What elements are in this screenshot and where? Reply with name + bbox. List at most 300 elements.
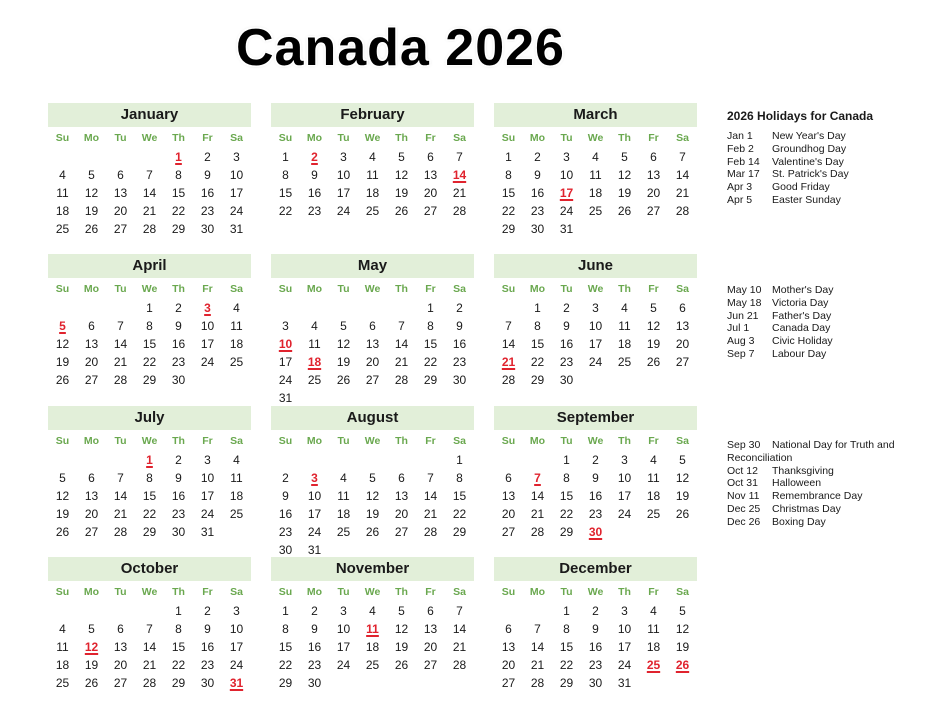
holiday-date-label: Feb 14 — [727, 155, 760, 168]
day-cell: 23 — [307, 204, 322, 218]
day-cell: 17 — [336, 640, 351, 654]
day-cell: 16 — [307, 186, 322, 200]
month-name: August — [271, 406, 474, 430]
day-cell: 16 — [588, 489, 603, 503]
weekday-label: Mo — [306, 435, 323, 447]
day-cell: 3 — [563, 150, 570, 164]
weekday-label: Tu — [337, 283, 350, 295]
day-cell: 23 — [559, 355, 574, 369]
month-april — [48, 254, 251, 389]
holiday-date-label: Jun 21 — [727, 309, 759, 322]
day-cell: 15 — [559, 489, 574, 503]
day-cell: 18 — [365, 640, 380, 654]
day-cell: 21 — [675, 186, 690, 200]
weekday-label: Fr — [425, 132, 436, 144]
weekday-label: Su — [278, 586, 293, 598]
day-cell: 8 — [563, 622, 570, 636]
day-cell: 23 — [588, 658, 603, 672]
day-cell: 11 — [230, 471, 243, 485]
day-cell: 2 — [204, 604, 211, 618]
weekday-label: Mo — [306, 586, 323, 598]
day-cell: 12 — [55, 337, 70, 351]
day-cell: 28 — [394, 373, 409, 387]
weekday-label: Su — [501, 132, 516, 144]
day-cell: 2 — [175, 453, 182, 467]
empty-cell — [48, 602, 77, 620]
day-cell: 3 — [621, 453, 628, 467]
empty-cell — [358, 299, 387, 317]
weekday-label: Th — [618, 435, 631, 447]
day-cell: 29 — [171, 676, 186, 690]
weekday-label: Mo — [529, 586, 546, 598]
holiday-date: 12 — [84, 640, 99, 654]
day-cell: 3 — [340, 150, 347, 164]
month-name: February — [271, 103, 474, 127]
day-cell: 9 — [311, 622, 318, 636]
day-cell: 16 — [171, 489, 186, 503]
day-cell: 13 — [423, 168, 438, 182]
day-cell: 20 — [646, 186, 661, 200]
day-cell: 17 — [588, 337, 603, 351]
day-cell: 31 — [200, 525, 215, 539]
day-cell: 22 — [530, 355, 545, 369]
holiday-date: 18 — [307, 355, 322, 369]
empty-cell — [77, 451, 106, 469]
day-cell: 9 — [592, 471, 599, 485]
day-cell: 20 — [675, 337, 690, 351]
day-cell: 29 — [452, 525, 467, 539]
day-cell: 2 — [204, 150, 211, 164]
day-cell: 27 — [501, 525, 516, 539]
weekday-label: Su — [55, 586, 70, 598]
holiday-date-label: Aug 3 — [727, 335, 755, 348]
month-december — [494, 557, 697, 692]
day-cell: 23 — [171, 507, 186, 521]
day-cell: 4 — [621, 301, 628, 315]
day-cell: 7 — [398, 319, 405, 333]
holiday-name-label: Groundhog Day — [772, 142, 847, 155]
day-cell: 17 — [336, 186, 351, 200]
day-cell: 19 — [55, 507, 70, 521]
day-cell: 29 — [142, 525, 157, 539]
holiday-name-label: Victoria Day — [772, 296, 829, 309]
day-cell: 17 — [617, 640, 632, 654]
day-cell: 31 — [278, 391, 293, 405]
day-cell: 15 — [501, 186, 516, 200]
day-cell: 20 — [501, 658, 516, 672]
day-cell: 21 — [423, 507, 438, 521]
day-cell: 30 — [530, 222, 545, 236]
weekday-label: Th — [172, 283, 185, 295]
day-cell: 18 — [617, 337, 632, 351]
day-cell: 16 — [452, 337, 467, 351]
day-cell: 3 — [233, 604, 240, 618]
holiday-group-1 — [727, 130, 849, 207]
holiday-date-label: Apr 3 — [727, 181, 753, 194]
holiday-date: 7 — [534, 471, 541, 485]
day-cell: 13 — [423, 622, 438, 636]
day-cell: 7 — [534, 622, 541, 636]
day-cell: 11 — [337, 489, 350, 503]
day-cell: 27 — [84, 525, 99, 539]
empty-cell — [271, 299, 300, 317]
day-cell: 29 — [171, 222, 186, 236]
day-cell: 18 — [646, 489, 661, 503]
holiday-list-item — [727, 310, 834, 323]
day-cell: 28 — [142, 676, 157, 690]
day-cell: 13 — [501, 489, 516, 503]
day-cell: 8 — [427, 319, 434, 333]
weekday-label: Su — [55, 132, 70, 144]
holiday-list-title: 2026 Holidays for Canada — [727, 109, 874, 123]
holiday-name-label: Valentine's Day — [772, 155, 844, 168]
month-name: October — [48, 557, 251, 581]
day-cell: 10 — [200, 319, 215, 333]
day-cell: 22 — [278, 204, 293, 218]
day-cell: 25 — [617, 355, 632, 369]
month-name: January — [48, 103, 251, 127]
weekday-label: Th — [618, 283, 631, 295]
weekday-label: We — [364, 435, 381, 447]
day-cell: 8 — [282, 622, 289, 636]
day-cell: 9 — [311, 168, 318, 182]
holiday-name-label: Good Friday — [772, 181, 830, 194]
weekday-label: Sa — [453, 132, 466, 144]
day-cell: 15 — [278, 186, 293, 200]
day-grid — [48, 451, 251, 541]
day-cell: 18 — [646, 640, 661, 654]
weekday-label: Sa — [676, 283, 689, 295]
day-cell: 11 — [56, 186, 69, 200]
day-cell: 7 — [427, 471, 434, 485]
day-cell: 19 — [336, 355, 351, 369]
day-cell: 10 — [336, 622, 351, 636]
weekday-label: Tu — [560, 435, 573, 447]
weekday-label: Th — [395, 435, 408, 447]
day-cell: 21 — [452, 640, 467, 654]
weekday-label: Mo — [529, 132, 546, 144]
month-november — [271, 557, 474, 692]
day-cell: 22 — [423, 355, 438, 369]
empty-cell — [387, 299, 416, 317]
holiday-date-label: Jan 1 — [727, 130, 753, 142]
holiday-date-label: May 18 — [727, 296, 762, 309]
day-cell: 11 — [230, 319, 243, 333]
day-cell: 4 — [233, 453, 240, 467]
day-cell: 30 — [559, 373, 574, 387]
holiday-name-label: St. Patrick's Day — [772, 168, 849, 181]
day-cell: 14 — [501, 337, 516, 351]
weekday-label: Su — [55, 435, 70, 447]
holiday-date: 2 — [311, 150, 318, 164]
day-cell: 1 — [282, 604, 289, 618]
weekday-label: We — [141, 435, 158, 447]
day-cell: 25 — [646, 507, 661, 521]
day-grid — [271, 451, 474, 559]
day-cell: 21 — [452, 186, 467, 200]
holiday-list-item — [727, 348, 834, 361]
day-cell: 8 — [175, 622, 182, 636]
day-cell: 19 — [646, 337, 661, 351]
day-cell: 17 — [229, 640, 244, 654]
month-name: July — [48, 406, 251, 430]
day-cell: 3 — [621, 604, 628, 618]
holiday-list-item — [727, 181, 849, 194]
holiday-date: 3 — [204, 301, 211, 315]
day-cell: 6 — [88, 319, 95, 333]
day-cell: 13 — [646, 168, 661, 182]
day-cell: 15 — [452, 489, 467, 503]
day-cell: 28 — [501, 373, 516, 387]
day-cell: 11 — [589, 168, 602, 182]
day-cell: 25 — [307, 373, 322, 387]
empty-cell — [106, 299, 135, 317]
weekday-label: Th — [395, 586, 408, 598]
day-cell: 17 — [278, 355, 293, 369]
weekday-label: Th — [618, 586, 631, 598]
day-cell: 3 — [340, 604, 347, 618]
empty-cell — [523, 451, 552, 469]
day-cell: 6 — [117, 622, 124, 636]
empty-cell — [416, 451, 445, 469]
month-september — [494, 406, 697, 541]
empty-cell — [494, 299, 523, 317]
day-cell: 18 — [588, 186, 603, 200]
weekday-label: Tu — [337, 435, 350, 447]
day-cell: 24 — [307, 525, 322, 539]
day-cell: 19 — [617, 186, 632, 200]
day-cell: 24 — [336, 658, 351, 672]
weekday-label: Fr — [425, 435, 436, 447]
weekday-label: Mo — [529, 435, 546, 447]
day-cell: 6 — [427, 604, 434, 618]
day-cell: 25 — [229, 507, 244, 521]
day-cell: 16 — [200, 640, 215, 654]
day-cell: 28 — [675, 204, 690, 218]
holiday-name-label: Canada Day — [772, 322, 831, 335]
weekday-label: Sa — [453, 435, 466, 447]
day-cell: 8 — [534, 319, 541, 333]
holiday-date: 1 — [146, 453, 153, 467]
day-cell: 23 — [200, 658, 215, 672]
weekday-label: We — [364, 283, 381, 295]
empty-cell — [77, 602, 106, 620]
day-cell: 1 — [282, 150, 289, 164]
day-cell: 15 — [278, 640, 293, 654]
day-cell: 15 — [423, 337, 438, 351]
weekday-label: Th — [395, 283, 408, 295]
weekday-header — [494, 128, 697, 148]
day-cell: 7 — [146, 622, 153, 636]
holiday-date-label: Nov 11 — [727, 490, 760, 503]
day-cell: 14 — [113, 337, 128, 351]
day-cell: 11 — [647, 471, 660, 485]
day-cell: 1 — [427, 301, 434, 315]
day-cell: 5 — [621, 150, 628, 164]
weekday-label: We — [587, 435, 604, 447]
weekday-label: Tu — [560, 586, 573, 598]
empty-cell — [358, 451, 387, 469]
weekday-label: Tu — [560, 132, 573, 144]
day-cell: 26 — [336, 373, 351, 387]
empty-cell — [106, 602, 135, 620]
day-cell: 8 — [456, 471, 463, 485]
day-cell: 20 — [113, 204, 128, 218]
holiday-name-label: Father's Day — [772, 309, 832, 322]
day-cell: 7 — [117, 471, 124, 485]
month-july — [48, 406, 251, 541]
weekday-label: Tu — [560, 283, 573, 295]
day-cell: 12 — [365, 489, 380, 503]
day-cell: 2 — [534, 150, 541, 164]
empty-cell — [135, 148, 164, 166]
page-title: Canada 2026 — [236, 19, 565, 77]
day-cell: 1 — [175, 604, 182, 618]
day-cell: 8 — [175, 168, 182, 182]
day-cell: 27 — [423, 204, 438, 218]
day-cell: 7 — [505, 319, 512, 333]
weekday-label: Mo — [306, 283, 323, 295]
day-cell: 12 — [55, 489, 70, 503]
day-cell: 23 — [307, 658, 322, 672]
weekday-label: Tu — [114, 132, 127, 144]
day-cell: 7 — [679, 150, 686, 164]
holiday-date: 21 — [501, 355, 516, 369]
holiday-name-label: Labour Day — [772, 347, 827, 360]
empty-cell — [48, 299, 77, 317]
day-cell: 10 — [229, 622, 244, 636]
day-cell: 10 — [200, 471, 215, 485]
empty-cell — [494, 451, 523, 469]
holiday-name-label: Mother's Day — [772, 284, 834, 296]
day-cell: 19 — [55, 355, 70, 369]
day-cell: 4 — [59, 622, 66, 636]
day-cell: 3 — [233, 150, 240, 164]
day-cell: 30 — [171, 373, 186, 387]
day-cell: 25 — [55, 676, 70, 690]
month-june — [494, 254, 697, 389]
day-cell: 20 — [113, 658, 128, 672]
weekday-header — [48, 431, 251, 451]
day-cell: 26 — [84, 222, 99, 236]
day-cell: 15 — [142, 489, 157, 503]
weekday-label: Fr — [648, 586, 659, 598]
day-cell: 6 — [398, 471, 405, 485]
weekday-label: We — [141, 586, 158, 598]
day-cell: 25 — [336, 525, 351, 539]
holiday-date-label: Jul 1 — [727, 322, 750, 335]
month-may — [271, 254, 474, 407]
empty-cell — [77, 148, 106, 166]
empty-cell — [387, 451, 416, 469]
day-cell: 9 — [175, 471, 182, 485]
day-cell: 16 — [559, 337, 574, 351]
holiday-date-label: Feb 2 — [727, 142, 754, 155]
weekday-label: We — [141, 132, 158, 144]
day-cell: 28 — [113, 525, 128, 539]
day-cell: 17 — [307, 507, 322, 521]
day-grid — [48, 148, 251, 238]
day-cell: 8 — [282, 168, 289, 182]
day-cell: 24 — [229, 658, 244, 672]
weekday-label: Tu — [337, 132, 350, 144]
month-october — [48, 557, 251, 692]
day-cell: 22 — [142, 507, 157, 521]
holiday-date: 17 — [559, 186, 574, 200]
day-cell: 13 — [113, 640, 128, 654]
day-cell: 2 — [175, 301, 182, 315]
day-cell: 5 — [650, 301, 657, 315]
day-cell: 8 — [146, 471, 153, 485]
holiday-group-3 — [727, 439, 895, 529]
holiday-date: 31 — [229, 676, 244, 690]
day-cell: 9 — [563, 319, 570, 333]
day-cell: 4 — [369, 604, 376, 618]
holiday-date: 14 — [452, 168, 467, 182]
day-cell: 27 — [394, 525, 409, 539]
weekday-label: Su — [278, 283, 293, 295]
empty-cell — [494, 602, 523, 620]
empty-cell — [77, 299, 106, 317]
day-cell: 21 — [394, 355, 409, 369]
day-grid — [271, 602, 474, 692]
empty-cell — [48, 451, 77, 469]
day-cell: 18 — [365, 186, 380, 200]
day-cell: 21 — [530, 658, 545, 672]
day-cell: 2 — [563, 301, 570, 315]
weekday-label: Sa — [676, 132, 689, 144]
empty-cell — [329, 299, 358, 317]
weekday-label: Sa — [230, 283, 243, 295]
day-cell: 28 — [530, 676, 545, 690]
day-cell: 27 — [501, 676, 516, 690]
day-cell: 17 — [617, 489, 632, 503]
weekday-label: Fr — [425, 586, 436, 598]
holiday-date-label: May 10 — [727, 284, 762, 296]
day-cell: 29 — [423, 373, 438, 387]
day-cell: 23 — [530, 204, 545, 218]
day-cell: 7 — [456, 604, 463, 618]
day-cell: 23 — [588, 507, 603, 521]
day-cell: 14 — [675, 168, 690, 182]
day-grid — [494, 148, 697, 238]
day-cell: 5 — [88, 622, 95, 636]
day-cell: 19 — [84, 204, 99, 218]
day-cell: 22 — [171, 204, 186, 218]
holiday-list-item — [727, 452, 895, 465]
holiday-list-item — [727, 297, 834, 310]
day-cell: 19 — [394, 640, 409, 654]
day-cell: 6 — [117, 168, 124, 182]
day-cell: 18 — [55, 204, 70, 218]
month-march — [494, 103, 697, 238]
day-cell: 9 — [175, 319, 182, 333]
day-cell: 13 — [675, 319, 690, 333]
holiday-name-label: Remembrance Day — [772, 490, 863, 503]
day-cell: 12 — [617, 168, 632, 182]
weekday-label: We — [141, 283, 158, 295]
day-cell: 12 — [646, 319, 661, 333]
day-cell: 27 — [365, 373, 380, 387]
weekday-label: Fr — [648, 435, 659, 447]
day-cell: 6 — [679, 301, 686, 315]
day-cell: 5 — [679, 604, 686, 618]
day-cell: 19 — [675, 640, 690, 654]
day-cell: 9 — [534, 168, 541, 182]
day-grid — [48, 602, 251, 692]
day-cell: 18 — [229, 337, 244, 351]
day-cell: 2 — [311, 604, 318, 618]
